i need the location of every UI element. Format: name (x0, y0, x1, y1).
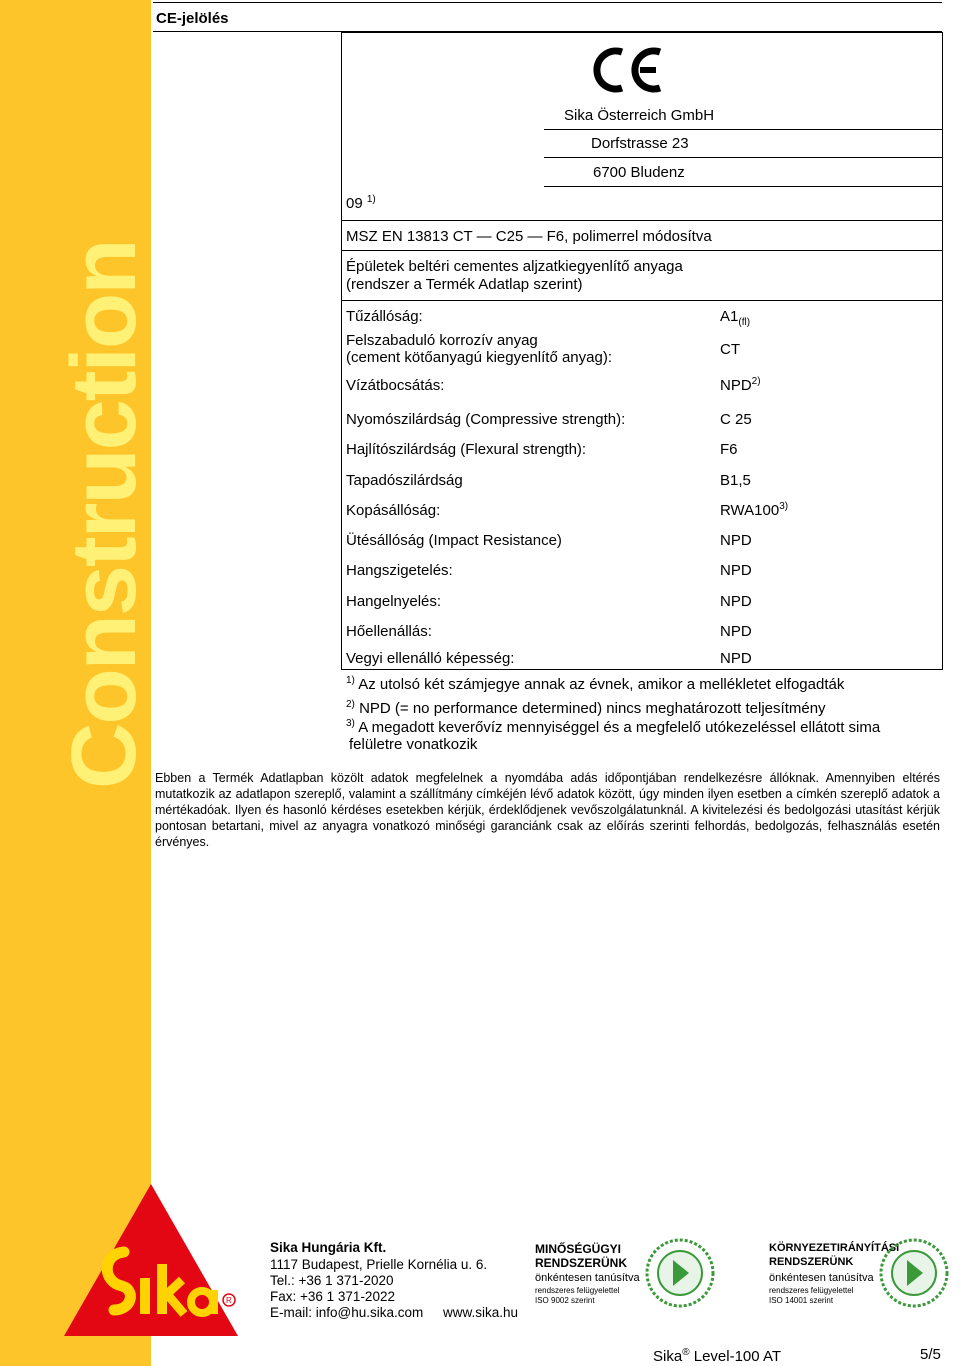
prop-value: NPD (720, 650, 752, 667)
prop-label: Nyomószilárdság (Compressive strength): (346, 411, 626, 428)
label-street: Dorfstrasse 23 (591, 135, 689, 152)
prop-label: Vegyi ellenálló képesség: (346, 650, 515, 667)
cert-quality-badge: MINŐSÉGÜGYI RENDSZERÜNK önkéntesen tanúsítva rendszeres felügyelettel ISO 9002 szerint (533, 1238, 717, 1308)
prop-value: RWA100$^{3)}$ (720, 501, 789, 519)
prop-value: C 25 (720, 411, 752, 428)
label-year: 09 $^{1)}$ (346, 194, 376, 212)
prop-label: Vízátbocsátás: (346, 377, 445, 394)
label-company: Sika Österreich GmbH (564, 107, 715, 124)
prop-value: NPD (720, 593, 752, 610)
prop-value: F6 (720, 441, 738, 458)
cert-environment-badge: KÖRNYEZETIRÁNYÍTÁSI RENDSZERÜNK önkéntesen tanúsítva rendszeres felügyelettel ISO 14001 szerint (767, 1238, 951, 1308)
footnote-3-cont: felületre vonatkozik (349, 736, 478, 753)
footnote-3: $^{3)}$ A megadott keverővíz mennyiséggel és a megfelelő utókezeléssel ellátott sima (346, 718, 881, 736)
divider (544, 186, 943, 187)
prop-label: Hajlítószilárdság (Flexural strength): (346, 441, 587, 458)
footer-web-link[interactable]: www.sika.hu (443, 1305, 519, 1320)
prop-value: NPD (720, 623, 752, 640)
disclaimer-text: Ebben a Termék Adatlapban közölt adatok megfelelnek a nyomdába adás időpontjában rendelkezésre állóknak. Amennyiben eltérés mutatkozik az adatlapon szereplő, valamint a szállítmány címkéjén lévő adatok között, úgy minden ilyen esetben a címkén szereplő adatok a mértékadóak. Ilyen és hasonló kérdéses esetekben kérjük, érdeklődjenek vevőszolgálatunknál. A kivitelezési és bedolgozási utasítást kérjük pontosan betartani, mivel az anyagra vonatkozó minőségi garanciánk csak az előírás szerinti felhordás, bedolgozás, felhasználás esetén érvényes. (155, 771, 940, 849)
prop-value: $A1_{(fl)}$ (720, 308, 751, 328)
footer-product-name: Sika® Level-100 AT (653, 1347, 782, 1365)
label-product-line1: Épületek beltéri cementes aljzatkiegyenlítő anyaga (346, 258, 683, 275)
svg-text:R: R (226, 1296, 232, 1305)
footnote-1: $^{1)}$ Az utolsó két számjegye annak az évnek, amikor a mellékletet elfogadták (346, 675, 845, 693)
section-title: CE-jelölés (156, 10, 229, 27)
prop-label: Hangelnyelés: (346, 593, 442, 610)
cert-seal-icon (879, 1238, 949, 1308)
ce-mark-icon (592, 46, 664, 94)
prop-label: Felszabaduló korrozív anyag (346, 332, 538, 349)
prop-label: Ütésállóság (Impact Resistance) (346, 532, 562, 549)
footer-fax: Fax: +36 1 371-2022 (270, 1289, 395, 1304)
footer-address: 1117 Budapest, Prielle Kornélia u. 6. (270, 1257, 488, 1272)
prop-label: Kopásállóság: (346, 502, 441, 519)
prop-label: Hangszigetelés: (346, 562, 453, 579)
cert-seal-icon (645, 1238, 715, 1308)
footer-tel: Tel.: +36 1 371-2020 (270, 1273, 394, 1288)
sika-logo (62, 1182, 240, 1338)
label-standard: MSZ EN 13813 CT — C25 — F6, polimerrel módosítva (346, 228, 712, 245)
prop-value: B1,5 (720, 472, 751, 489)
divider (341, 250, 943, 251)
prop-value: NPD$^{2)}$ (720, 376, 761, 394)
prop-label: Hőellenállás: (346, 623, 432, 640)
divider (544, 157, 943, 158)
label-city: 6700 Bludenz (593, 164, 685, 181)
prop-value: NPD (720, 532, 752, 549)
prop-value: NPD (720, 562, 752, 579)
band-word: Construction (53, 240, 155, 789)
prop-label: Tűzállóság: (346, 308, 423, 325)
prop-label-cont: (cement kötőanyagú kiegyenlítő anyag): (346, 349, 612, 366)
divider (544, 129, 943, 130)
divider (341, 220, 943, 221)
header-rule-top (153, 2, 942, 3)
label-product-line2: (rendszer a Termék Adatlap szerint) (346, 276, 583, 293)
prop-value: CT (720, 341, 740, 358)
divider (341, 300, 943, 301)
page-number: 5/5 (920, 1346, 941, 1363)
footer-company: Sika Hungária Kft. (270, 1240, 387, 1255)
footnote-2: $^{2)}$ NPD (= no performance determined) nincs meghatározott teljesítmény (346, 699, 826, 717)
prop-label: Tapadószilárdság (346, 472, 463, 489)
footer-email: E-mail: info@hu.sika.com (270, 1305, 424, 1320)
